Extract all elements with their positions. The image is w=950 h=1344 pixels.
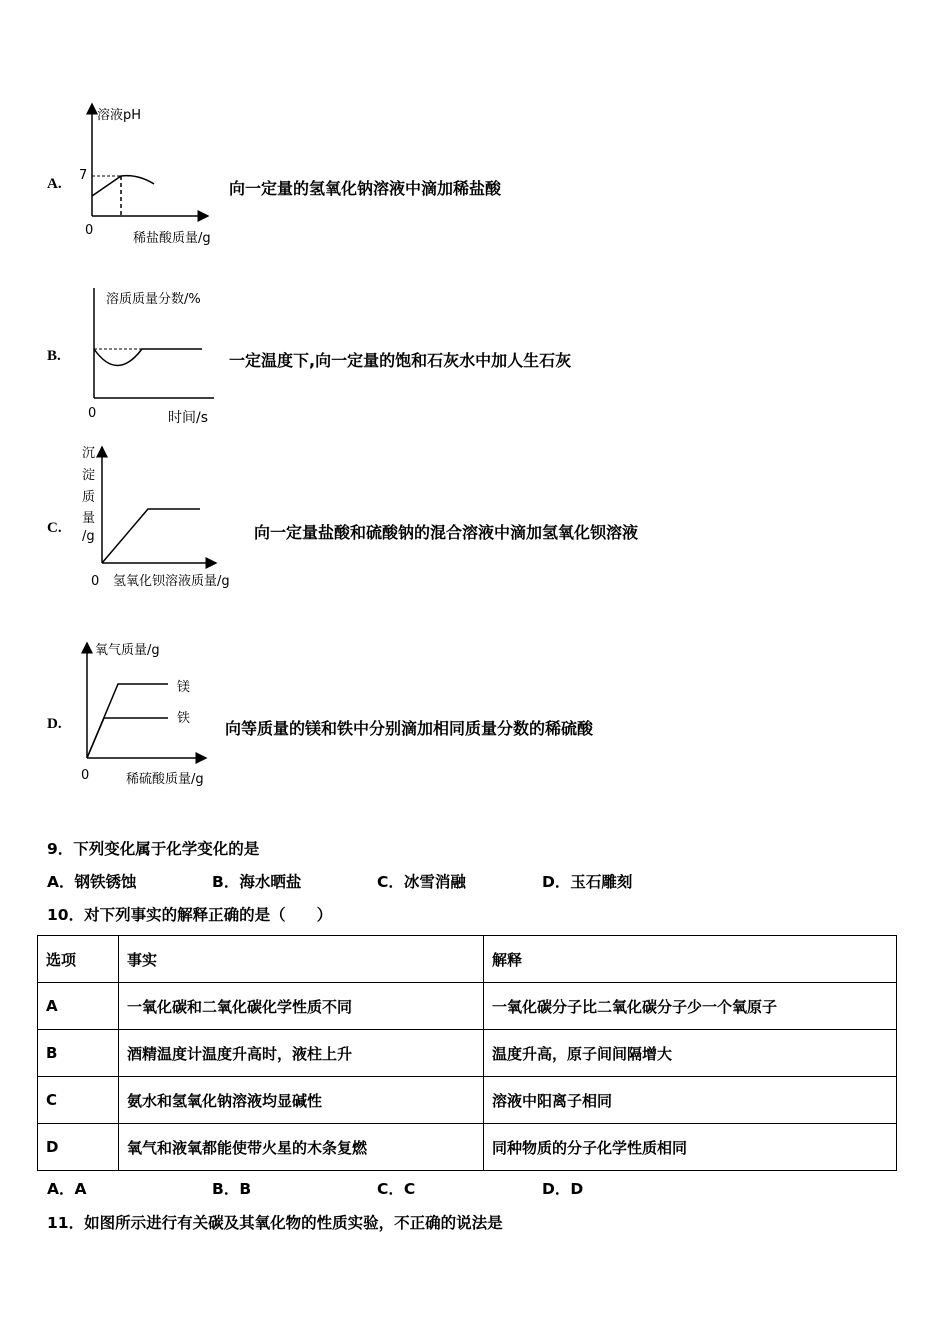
- graph-d-origin: 0: [81, 768, 90, 783]
- graph-c-y-label-1: 沉: [82, 446, 96, 461]
- graph-d-x-label: 稀硫酸质量/g: [126, 772, 204, 787]
- graph-b-y-label: 溶质质量分数/%: [106, 292, 201, 307]
- graph-c-x-label: 氢氧化钡溶液质量/g: [113, 574, 230, 589]
- graph-c-y-label-5: /g: [82, 529, 95, 544]
- graph-d-mg-label: 镁: [177, 680, 191, 695]
- graph-c: [102, 447, 216, 563]
- q9-question: 9．下列变化属于化学变化的是: [47, 840, 260, 858]
- table-cell-fact: 氧气和液氧都能使带火星的木条复燃: [119, 1124, 484, 1171]
- table-header-fact: 事实: [119, 936, 484, 983]
- table-cell-explanation: 一氧化碳分子比二氧化碳分子少一个氧原子: [484, 983, 897, 1030]
- table-row: [38, 1124, 897, 1171]
- table-cell-explanation: 溶液中阳离子相同: [484, 1077, 897, 1124]
- graph-d-y-label: 氧气质量/g: [95, 643, 160, 658]
- graph-c-y-label-3: 质: [82, 490, 96, 505]
- graph-b-description: 一定温度下,向一定量的饱和石灰水中加人生石灰: [229, 351, 572, 370]
- table-cell-fact: 酒精温度计温度升高时，液柱上升: [119, 1030, 484, 1077]
- graph-c-description: 向一定量盐酸和硫酸钠的混合溶液中滴加氢氧化钡溶液: [254, 523, 639, 542]
- graph-d-description: 向等质量的镁和铁中分别滴加相同质量分数的稀硫酸: [225, 719, 594, 738]
- option-b-label: B.: [47, 348, 61, 364]
- table-cell-explanation: 同种物质的分子化学性质相同: [484, 1124, 897, 1171]
- table-cell-option: A: [38, 983, 119, 1030]
- option-a-label: A.: [47, 176, 62, 192]
- graph-c-y-label-2: 淀: [82, 468, 96, 483]
- graph-d: [87, 643, 206, 758]
- q9-option-c: C．冰雪消融: [377, 873, 466, 891]
- q9-option-b: B．海水晒盐: [212, 873, 302, 891]
- graph-d-fe-label: 铁: [177, 711, 191, 726]
- graph-c-y-label-4: 量: [82, 511, 96, 526]
- graph-b-curve: [94, 349, 202, 366]
- table-cell-option: C: [38, 1077, 119, 1124]
- q10-option-b: B．B: [212, 1180, 252, 1198]
- table-header-explanation: 解释: [484, 936, 897, 983]
- graph-a-description: 向一定量的氢氧化钠溶液中滴加稀盐酸: [229, 179, 502, 198]
- graph-a-y-tick: 7: [79, 168, 88, 183]
- table-row: [38, 1030, 897, 1077]
- table-cell-option: D: [38, 1124, 119, 1171]
- option-c-label: C.: [47, 520, 62, 536]
- graph-d-fe-line: [87, 718, 168, 758]
- graph-d-mg-line: [87, 684, 168, 758]
- graph-a-y-label: 溶液pH: [97, 108, 142, 123]
- table-cell-option: B: [38, 1030, 119, 1077]
- q11-question: 11．如图所示进行有关碳及其氧化物的性质实验，不正确的说法是: [47, 1214, 503, 1232]
- graph-a-curve: [92, 176, 154, 196]
- table-row: [38, 1077, 897, 1124]
- graph-c-curve: [102, 509, 200, 563]
- table-cell-explanation: 温度升高，原子间间隔增大: [484, 1030, 897, 1077]
- q10-option-c: C．C: [377, 1180, 416, 1198]
- q10-option-a: A．A: [47, 1180, 87, 1198]
- graph-b-origin: 0: [88, 406, 97, 421]
- q9-option-d: D．玉石雕刻: [542, 873, 633, 891]
- option-d-label: D.: [47, 716, 62, 732]
- q10-question: 10．对下列事实的解释正确的是（ ）: [47, 906, 333, 924]
- graph-b-x-label: 时间/s: [168, 410, 209, 426]
- table-cell-fact: 一氧化碳和二氧化碳化学性质不同: [119, 983, 484, 1030]
- table-header-row: [38, 936, 897, 983]
- q9-option-a: A．钢铁锈蚀: [47, 873, 137, 891]
- q10-table: [37, 935, 897, 1171]
- table-header-option: 选项: [38, 936, 119, 983]
- q10-option-d: D．D: [542, 1180, 584, 1198]
- table-cell-fact: 氨水和氢氧化钠溶液均显碱性: [119, 1077, 484, 1124]
- graph-c-origin: 0: [91, 574, 100, 589]
- graph-a-origin: 0: [85, 223, 94, 238]
- table-row: [38, 983, 897, 1030]
- graph-a-x-label: 稀盐酸质量/g: [133, 231, 211, 246]
